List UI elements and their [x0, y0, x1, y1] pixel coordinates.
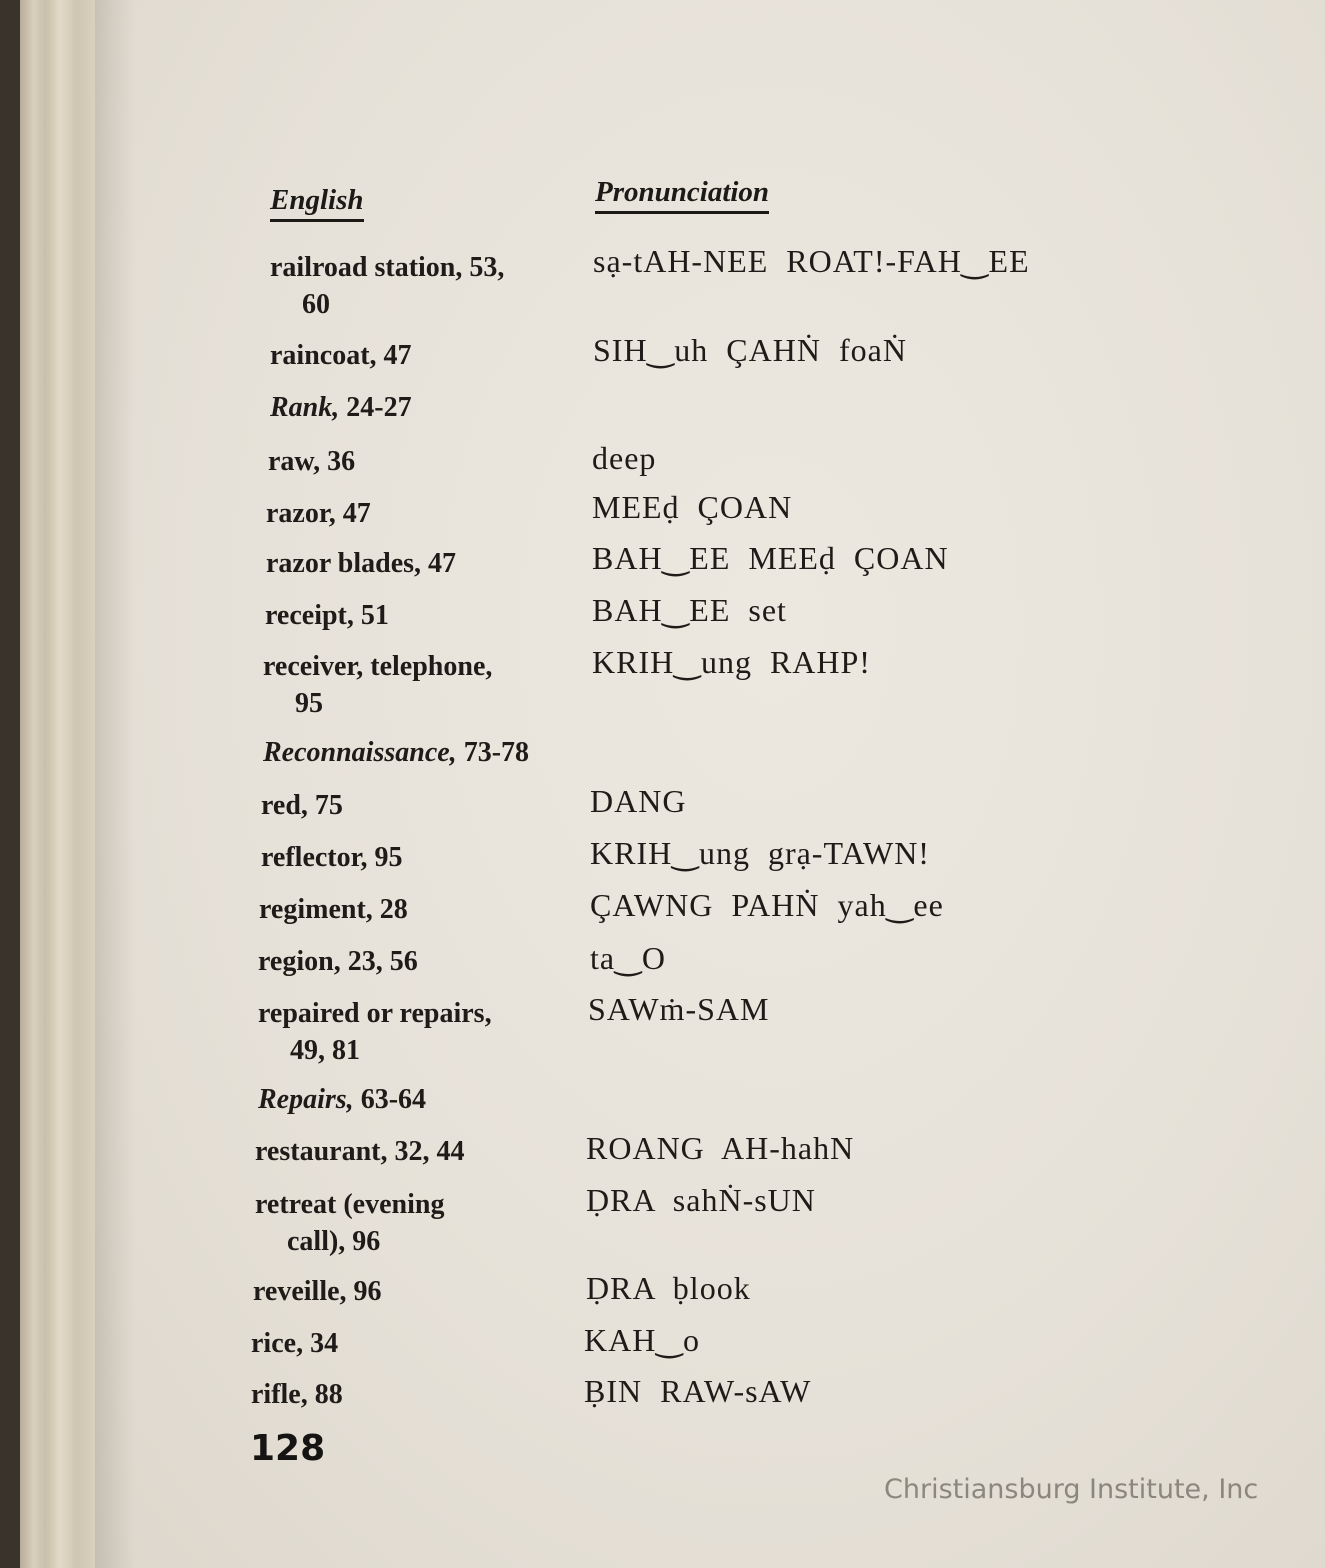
entry-pronunciation: deep: [592, 440, 657, 476]
watermark: Christiansburg Institute, Inc: [884, 1474, 1259, 1505]
entry-english: razor blades, 47: [266, 548, 457, 579]
category-entry: Reconnaissance, 73-78: [263, 737, 530, 768]
entry-pronunciation: ROANG AH-hahN: [586, 1130, 855, 1166]
entry-english: railroad station, 53, 60: [270, 252, 505, 320]
entry-english: rice, 34: [251, 1328, 339, 1359]
entry-pronunciation: KRIH‿ung RAHP!: [592, 644, 871, 680]
entry-pronunciation: sạ-tAH-NEE ROAT!-FAH‿EE: [593, 243, 1030, 279]
entry-english: reflector, 95: [261, 842, 403, 873]
entry-english: receipt, 51: [265, 600, 389, 631]
entry-pronunciation: ḌRA sahṄ-sUN: [586, 1182, 816, 1218]
entry-english: regiment, 28: [259, 894, 408, 925]
entry-pronunciation: ta‿O: [590, 940, 666, 976]
entry-english: region, 23, 56: [258, 946, 418, 977]
entry-pronunciation: KRIH‿ung grạ-TAWN!: [590, 835, 930, 871]
pronunciation-column-header: Pronunciation: [595, 176, 769, 214]
english-column-header: English: [270, 184, 364, 222]
entry-english: repaired or repairs, 49, 81: [258, 998, 492, 1066]
entry-pronunciation: BAH‿EE MEEḍ ÇOAN: [592, 540, 949, 576]
entry-pronunciation: SIH‿uh ÇAHṄ foaṄ: [593, 332, 907, 368]
category-entry: Rank, 24-27: [270, 392, 412, 423]
entry-english: retreat (evening call), 96: [255, 1189, 445, 1257]
entry-pronunciation: DANG: [590, 783, 687, 819]
entry-pronunciation: ḄIN RAW-sAW: [584, 1373, 812, 1409]
page-gutter-shadow: [95, 0, 135, 1568]
entry-english: red, 75: [261, 790, 343, 821]
entry-pronunciation: ÇAWNG PAHṄ yah‿ee: [590, 887, 944, 923]
entry-english: rifle, 88: [251, 1379, 343, 1410]
page-number: 128: [250, 1428, 326, 1469]
category-entry: Repairs, 63-64: [258, 1084, 427, 1115]
entry-pronunciation: BAH‿EE set: [592, 592, 787, 628]
entry-english: reveille, 96: [253, 1276, 382, 1307]
entry-pronunciation: KAH‿o: [584, 1322, 701, 1358]
entry-english: restaurant, 32, 44: [255, 1136, 465, 1167]
entry-english: razor, 47: [266, 498, 371, 529]
entry-english: raincoat, 47: [270, 340, 412, 371]
entry-english: receiver, telephone, 95: [263, 651, 493, 719]
entry-english: raw, 36: [268, 446, 356, 477]
entry-pronunciation: ḌRA ḅlook: [586, 1270, 751, 1306]
entry-pronunciation: MEEḍ ÇOAN: [592, 489, 793, 525]
entry-pronunciation: SAWṁ-SAM: [588, 991, 770, 1027]
